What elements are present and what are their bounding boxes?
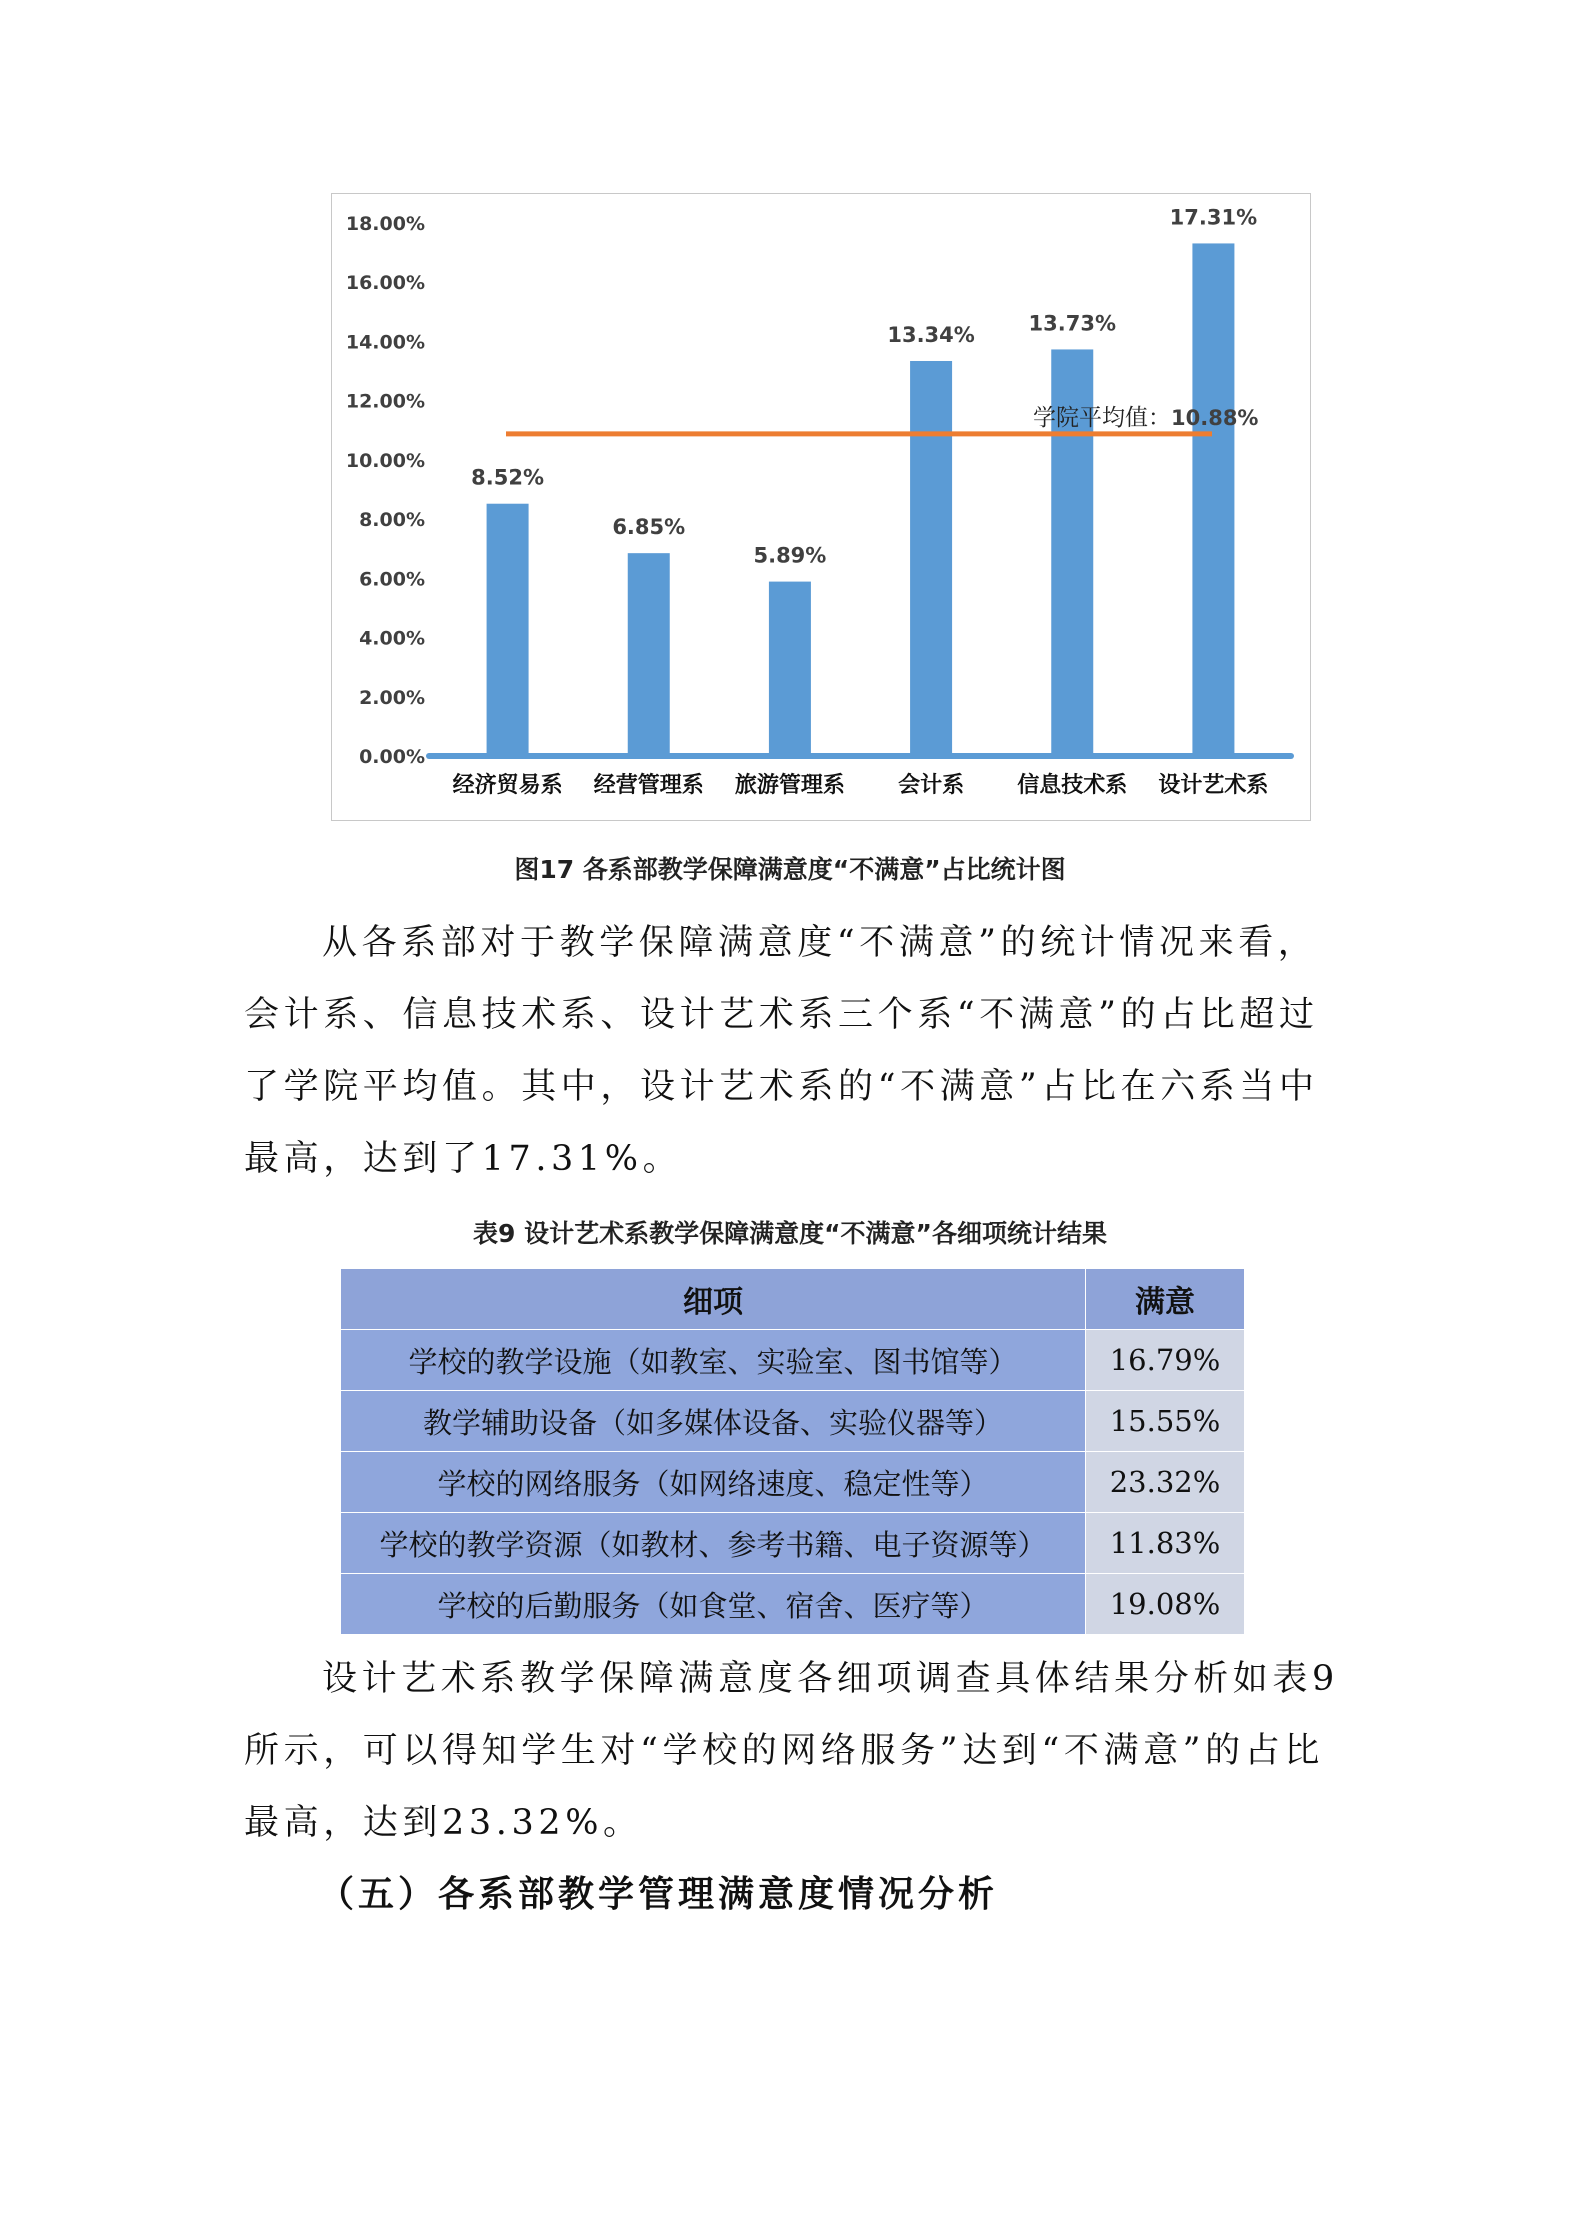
data-label: 17.31% xyxy=(1169,205,1258,230)
bar xyxy=(628,553,670,756)
y-tick-label: 2.00% xyxy=(359,686,425,709)
y-tick-label: 0.00% xyxy=(359,746,425,768)
category-label: 会计系 xyxy=(898,772,965,798)
paragraph-1: 从各系部对于教学保障满意度“不满意”的统计情况来看，会计系、信息技术系、设计艺术系三个系“不满意”的占比超过了学院平均值。其中，设计艺术系的“不满意”占比在六系当中最高，达到了17.31%。 xyxy=(244,923,1319,1179)
average-label-value: 10.88% xyxy=(1171,405,1259,430)
table-row xyxy=(341,1513,1245,1574)
header-value: 满意 xyxy=(1086,1269,1245,1330)
bar xyxy=(487,504,529,756)
y-tick-label: 8.00% xyxy=(359,509,425,532)
data-label: 6.85% xyxy=(612,515,686,540)
y-tick-label: 16.00% xyxy=(345,272,425,295)
row-value: 15.55% xyxy=(1086,1391,1245,1452)
row-value: 11.83% xyxy=(1086,1513,1245,1574)
y-tick-label: 4.00% xyxy=(359,627,425,650)
category-label: 经营管理系 xyxy=(593,772,704,798)
row-item: 学校的教学设施（如教室、实验室、图书馆等） xyxy=(341,1330,1086,1391)
table-row xyxy=(341,1574,1245,1635)
figure-caption: 图17 各系部教学保障满意度“不满意”占比统计图 xyxy=(514,855,1066,884)
average-label-prefix: 学院平均值： xyxy=(1033,404,1171,431)
bar-chart xyxy=(331,193,1311,821)
y-tick-label: 14.00% xyxy=(345,331,425,354)
row-value: 16.79% xyxy=(1086,1330,1245,1391)
data-label: 5.89% xyxy=(753,543,827,568)
y-tick-label: 18.00% xyxy=(345,213,425,235)
table-row xyxy=(341,1330,1245,1391)
chart-svg xyxy=(332,194,1309,819)
row-value: 19.08% xyxy=(1086,1574,1245,1635)
section-heading: （五）各系部教学管理满意度情况分析 xyxy=(318,1873,999,1915)
row-value: 23.32% xyxy=(1086,1452,1245,1513)
category-label: 旅游管理系 xyxy=(734,772,845,798)
row-item: 学校的教学资源（如教材、参考书籍、电子资源等） xyxy=(341,1513,1086,1574)
table-row xyxy=(341,1452,1245,1513)
table-row xyxy=(341,1391,1245,1452)
paragraph-2-container xyxy=(244,1643,1344,1859)
results-table xyxy=(340,1268,1245,1635)
category-label: 信息技术系 xyxy=(1017,772,1128,798)
category-label: 设计艺术系 xyxy=(1158,772,1269,798)
average-label xyxy=(1033,405,1258,431)
data-label: 8.52% xyxy=(471,465,545,490)
category-label: 经济贸易系 xyxy=(452,772,563,798)
bar xyxy=(910,361,952,756)
bar xyxy=(1192,243,1234,756)
y-tick-label: 6.00% xyxy=(359,568,425,591)
header-item: 细项 xyxy=(341,1269,1086,1330)
paragraph-1-container xyxy=(244,907,1344,1195)
data-label: 13.73% xyxy=(1028,311,1116,336)
table-caption: 表9 设计艺术系教学保障满意度“不满意”各细项统计结果 xyxy=(473,1219,1107,1248)
row-item: 学校的后勤服务（如食堂、宿舍、医疗等） xyxy=(341,1574,1086,1635)
y-tick-label: 10.00% xyxy=(345,449,425,472)
row-item: 教学辅助设备（如多媒体设备、实验仪器等） xyxy=(341,1391,1086,1452)
data-label: 13.34% xyxy=(887,322,975,347)
table-header-row xyxy=(341,1269,1245,1330)
row-item: 学校的网络服务（如网络速度、稳定性等） xyxy=(341,1452,1086,1513)
y-tick-label: 12.00% xyxy=(345,390,425,413)
bar xyxy=(769,582,811,756)
paragraph-2: 设计艺术系教学保障满意度各细项调查具体结果分析如表9所示，可以得知学生对“学校的网络服务”达到“不满意”的占比最高，达到23.32%。 xyxy=(244,1659,1339,1843)
